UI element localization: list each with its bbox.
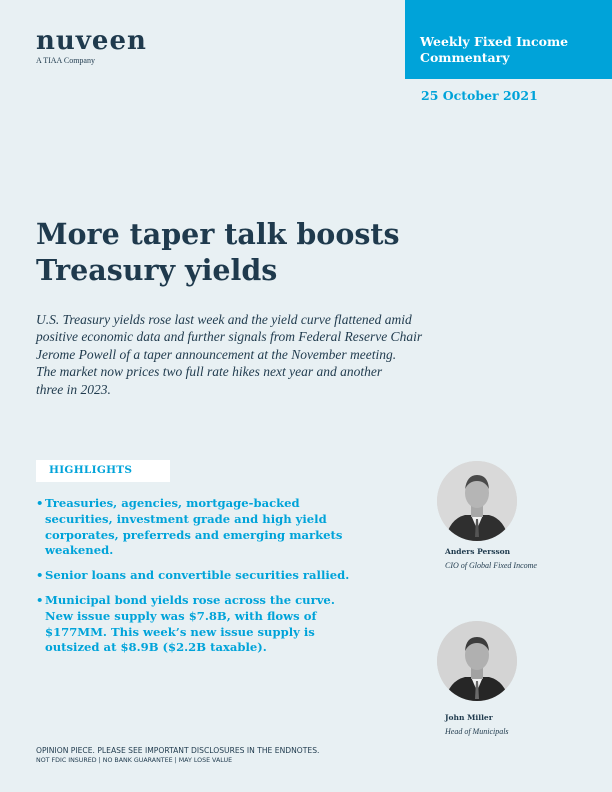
disclaimer-text: OPINION PIECE. PLEASE SEE IMPORTANT DISCLOSURES IN THE ENDNOTES. [36,746,320,755]
highlight-line: $177MM. This week’s new issue supply is [45,624,315,639]
highlight-item [36,496,396,559]
summary-line-1: U.S. Treasury yields rose last week and the yield curve flattened amid [36,312,412,327]
title-line-1: More taper talk boosts [36,217,400,251]
bullet-icon: • [36,496,44,510]
highlight-line: corporates, preferreds and emerging markets [45,527,343,542]
doc-type-line-2: Commentary [420,50,510,65]
highlight-item [36,568,396,584]
author-photo-anders-persson [437,461,517,541]
highlight-line: Senior loans and convertible securities rallied. [45,568,350,583]
logo-subtitle: A TIAA Company [36,56,95,65]
doc-type-banner [405,0,612,79]
summary-line-2: positive economic data and further signals from Federal Reserve Chair [36,329,423,345]
bullet-icon: • [36,592,44,607]
legal-text: NOT FDIC INSURED | NO BANK GUARANTEE | MAY LOSE VALUE [36,757,233,764]
doc-type-line-1: Weekly Fixed Income [420,34,569,49]
publication-date: 25 October 2021 [421,88,538,103]
author-name: Anders Persson [445,547,511,556]
highlights-label: HIGHLIGHTS [36,460,170,482]
summary-line-3: Jerome Powell of a taper announcement at the November meeting. [36,346,397,362]
highlights-list [36,496,396,665]
summary-line-4: The market now prices two full rate hikes next year and another [36,364,383,380]
author-photo-john-miller [437,621,517,701]
highlight-line: Treasuries, agencies, mortgage-backed [45,496,300,510]
bullet-icon: • [36,568,44,583]
author-role: Head of Municipals [445,727,509,736]
highlight-line: weakened. [45,543,114,558]
highlight-line: outsized at $8.9B ($2.2B taxable). [45,640,267,655]
highlight-line: securities, investment grade and high yield [45,511,327,526]
logo-wordmark: nuveen [36,26,147,56]
summary-line-5: three in 2023. [36,381,111,397]
highlight-line: New issue supply was $7.8B, with flows of [45,608,317,623]
author-role: CIO of Global Fixed Income [445,561,537,570]
highlight-item [36,593,396,656]
page-title [36,216,456,288]
logo [36,26,147,65]
highlight-line: Municipal bond yields rose across the curve. [45,592,335,607]
title-line-2: Treasury yields [36,253,278,287]
author-name: John Miller [445,713,493,722]
summary-paragraph [36,311,496,398]
